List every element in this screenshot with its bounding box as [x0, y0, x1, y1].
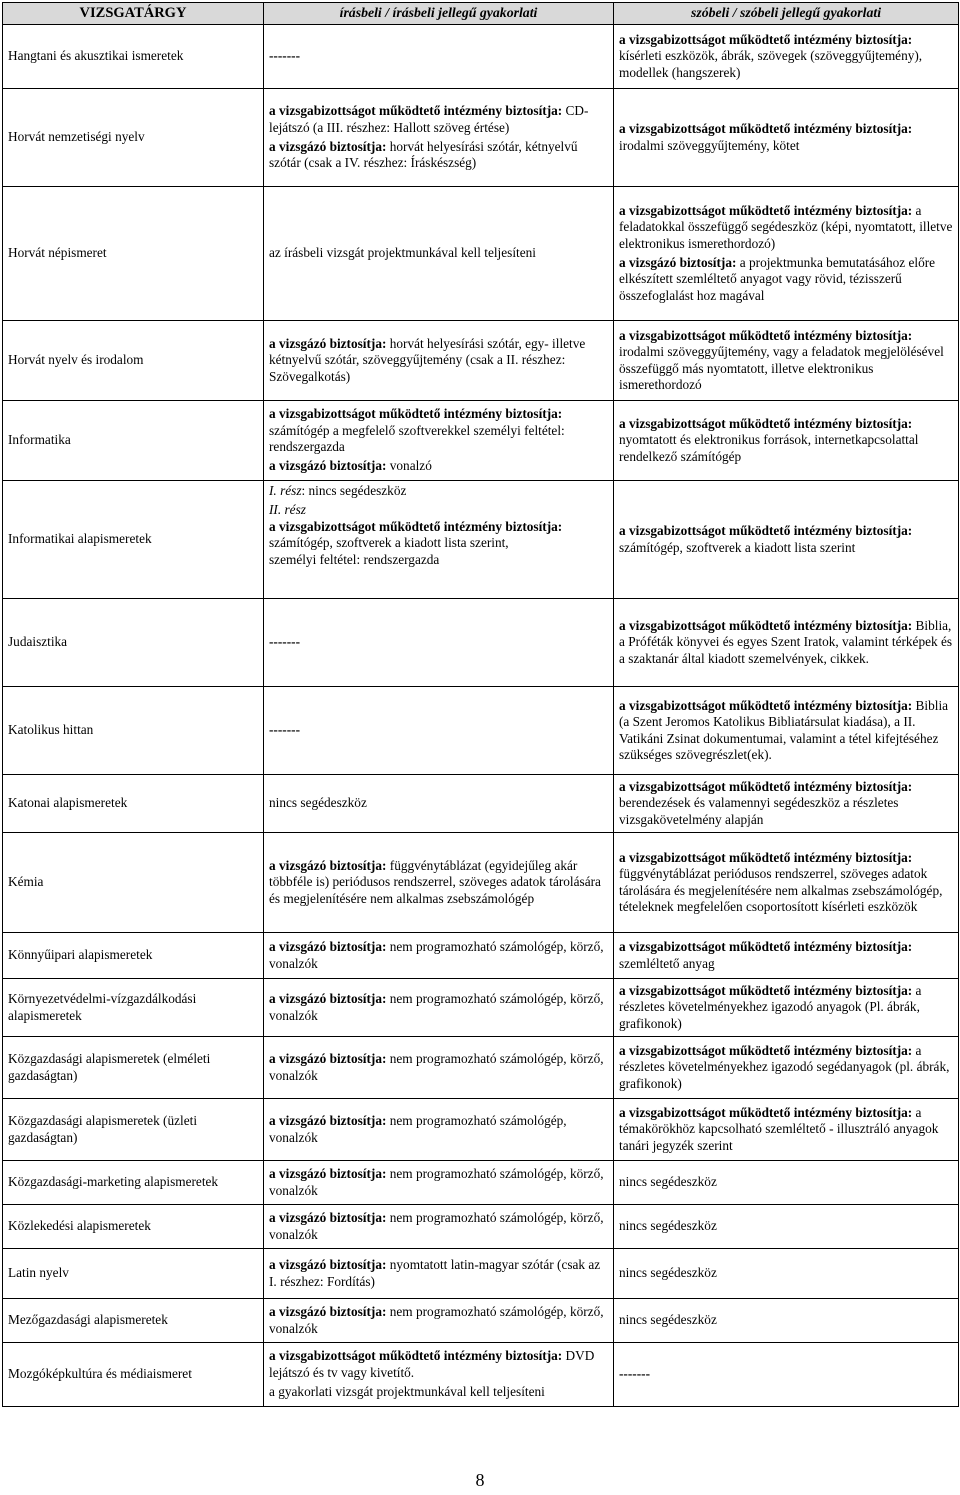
- oral-cell: [614, 833, 959, 933]
- oral-cell: [614, 25, 959, 89]
- provider-label: a vizsgabizottságot működtető intézmény biztosítja:: [619, 778, 913, 794]
- provider-label: a vizsgázó biztosítja:: [269, 857, 387, 873]
- oral-paragraph: [619, 939, 953, 972]
- provider-label: a vizsgabizottságot működtető intézmény biztosítja:: [619, 849, 913, 865]
- table-row: [3, 187, 959, 321]
- written-detail: függvénytáblázat (egyidejűleg akár többféle is) periódusos rendszerrel, szöveges adatok tárolására és megjelenítésére nem alkalmas zsebszámológép: [269, 857, 601, 906]
- subject-name: Horvát nyelv és irodalom: [8, 352, 144, 368]
- header-written: írásbeli / írásbeli jellegű gyakorlati: [264, 3, 614, 25]
- provider-label: a vizsgabizottságot működtető intézmény biztosítja:: [619, 1042, 913, 1058]
- provider-label: a vizsgabizottságot működtető intézmény biztosítja:: [269, 518, 563, 534]
- subject-cell: [3, 833, 264, 933]
- subject-cell: [3, 481, 264, 599]
- written-paragraph: [269, 991, 608, 1024]
- oral-cell: [614, 979, 959, 1037]
- provider-label: a vizsgázó biztosítja:: [269, 335, 387, 351]
- written-cell: [264, 321, 614, 401]
- oral-paragraph: [619, 328, 953, 394]
- written-cell: [264, 1205, 614, 1249]
- written-text: az írásbeli vizsgát projektmunkával kell teljesíteni: [269, 245, 536, 261]
- table-row: [3, 1299, 959, 1343]
- subject-cell: [3, 1249, 264, 1299]
- oral-cell: [614, 401, 959, 481]
- provider-label: a vizsgázó biztosítja:: [269, 939, 387, 955]
- written-paragraph: [269, 1384, 608, 1400]
- subject-name: Informatika: [8, 432, 71, 448]
- subject-cell: [3, 1205, 264, 1249]
- written-cell: [264, 1299, 614, 1343]
- table-row: [3, 979, 959, 1037]
- written-detail: : nincs segédeszköz: [301, 483, 407, 498]
- subject-name: Mozgóképkultúra és médiaismeret: [8, 1366, 192, 1382]
- oral-detail: kísérleti eszközök, ábrák, szövegek (szöveggyűjtemény), modellek (hangszerek): [619, 48, 923, 80]
- oral-detail: számítógép, szoftverek a kiadott lista szerint: [619, 539, 856, 555]
- written-cell: [264, 933, 614, 979]
- table-row: [3, 933, 959, 979]
- provider-label: a vizsgázó biztosítja:: [619, 255, 737, 270]
- provider-label: a vizsgabizottságot működtető intézmény biztosítja:: [619, 31, 913, 47]
- written-detail: nem programozható számológép, körző, vonalzók: [269, 1210, 604, 1242]
- subject-name: Horvát nemzetiségi nyelv: [8, 129, 145, 145]
- written-cell: [264, 775, 614, 833]
- provider-label: a vizsgázó biztosítja:: [269, 1166, 387, 1182]
- oral-detail: berendezések és valamennyi segédeszköz a részletes vizsgakövetelmény alapján: [619, 795, 899, 827]
- written-cell: [264, 89, 614, 187]
- header-subject: VIZSGATÁRGY: [3, 3, 264, 25]
- table-row: [3, 1343, 959, 1407]
- provider-label: a vizsgabizottságot működtető intézmény biztosítja:: [619, 982, 913, 998]
- subject-name: Informatikai alapismeretek: [8, 531, 152, 547]
- provider-label: a vizsgázó biztosítja:: [269, 139, 387, 154]
- written-cell: [264, 1343, 614, 1407]
- provider-label: a vizsgabizottságot működtető intézmény biztosítja:: [619, 939, 913, 955]
- oral-cell: [614, 1249, 959, 1299]
- written-cell: [264, 1037, 614, 1099]
- oral-paragraph: [619, 416, 953, 465]
- subject-cell: [3, 89, 264, 187]
- subject-cell: [3, 979, 264, 1037]
- written-detail: személyi feltétel: rendszergazda: [269, 551, 440, 567]
- oral-paragraph: [619, 523, 953, 556]
- provider-label: a vizsgabizottságot működtető intézmény biztosítja:: [619, 327, 913, 343]
- oral-cell: [614, 321, 959, 401]
- table-row: [3, 687, 959, 775]
- table-row: [3, 321, 959, 401]
- oral-detail: a részletes követelményekhez igazodó anyagok (Pl. ábrák, grafikonok): [619, 982, 922, 1031]
- written-detail: horvát helyesírási szótár, kétnyelvű szótár (csak a IV. részhez: Íráskészség): [269, 139, 578, 171]
- oral-paragraph: [619, 983, 953, 1032]
- written-detail: nem programozható számológép, vonalzók: [269, 1113, 567, 1145]
- part-label: II. rész: [269, 502, 306, 518]
- written-paragraph: [269, 406, 608, 455]
- subject-cell: [3, 687, 264, 775]
- written-paragraph: [269, 103, 608, 136]
- written-text: nincs segédeszköz: [269, 795, 367, 811]
- subject-name: Közgazdasági alapismeretek (elméleti gazdaságtan): [8, 1051, 211, 1083]
- written-paragraph: [269, 458, 608, 474]
- table-row: [3, 599, 959, 687]
- oral-text: nincs segédeszköz: [619, 1265, 717, 1281]
- written-detail: nem programozható számológép, körző, vonalzók: [269, 939, 604, 971]
- table-row: [3, 1249, 959, 1299]
- table-row: [3, 89, 959, 187]
- table-row: [3, 1099, 959, 1161]
- oral-text: nincs segédeszköz: [619, 1312, 717, 1328]
- oral-text: nincs segédeszköz: [619, 1174, 717, 1190]
- oral-paragraph: [619, 618, 953, 667]
- oral-paragraph: [619, 1043, 953, 1092]
- written-paragraph: [269, 139, 608, 172]
- written-paragraph: [269, 1210, 608, 1243]
- oral-cell: [614, 1343, 959, 1407]
- written-text: -------: [269, 634, 300, 650]
- subject-cell: [3, 775, 264, 833]
- oral-text: nincs segédeszköz: [619, 1218, 717, 1234]
- subject-name: Horvát népismeret: [8, 245, 107, 261]
- written-paragraph: [269, 939, 608, 972]
- oral-cell: [614, 933, 959, 979]
- oral-detail: a feladatokkal összefüggő segédeszköz (képi, nyomtatott, illetve elektronikus ismerethordozó): [619, 202, 953, 251]
- written-paragraph: [269, 1051, 608, 1084]
- written-text: -------: [269, 722, 300, 738]
- written-detail: nyomtatott latin-magyar szótár (csak az I. részhez: Fordítás): [269, 1257, 601, 1289]
- table-body: [3, 25, 959, 1407]
- oral-paragraph: [619, 850, 953, 916]
- written-detail: számítógép a megfelelő szoftverekkel személyi feltétel: rendszergazda: [269, 422, 565, 454]
- written-cell: [264, 401, 614, 481]
- oral-paragraph: [619, 779, 953, 828]
- subject-cell: [3, 1099, 264, 1161]
- oral-cell: [614, 1161, 959, 1205]
- subject-cell: [3, 25, 264, 89]
- written-cell: [264, 599, 614, 687]
- subject-cell: [3, 1299, 264, 1343]
- subject-cell: [3, 599, 264, 687]
- subject-name: Judaisztika: [8, 634, 68, 650]
- written-paragraph: [269, 1348, 608, 1381]
- written-paragraph: [269, 858, 608, 907]
- oral-text: -------: [619, 1366, 650, 1382]
- subject-cell: [3, 1161, 264, 1205]
- table-row: [3, 1205, 959, 1249]
- provider-label: a vizsgázó biztosítja:: [269, 1257, 387, 1273]
- subject-name: Közlekedési alapismeretek: [8, 1218, 151, 1234]
- oral-detail: a témakörökhöz kapcsolható szemléltető - illusztráló anyagok tanári jegyzék szerint: [619, 1104, 939, 1153]
- provider-label: a vizsgabizottságot működtető intézmény biztosítja:: [619, 415, 913, 431]
- provider-label: a vizsgabizottságot működtető intézmény biztosítja:: [619, 1104, 913, 1120]
- written-cell: [264, 833, 614, 933]
- written-detail: CD-lejátszó (a III. részhez: Hallott szöveg értése): [269, 103, 589, 135]
- written-text: -------: [269, 48, 300, 64]
- subject-cell: [3, 187, 264, 321]
- provider-label: a vizsgabizottságot működtető intézmény biztosítja:: [619, 121, 913, 137]
- written-paragraph: [269, 1113, 608, 1146]
- subject-name: Katonai alapismeretek: [8, 795, 128, 811]
- subject-name: Latin nyelv: [8, 1265, 69, 1281]
- oral-detail: a részletes követelményekhez igazodó segédanyagok (pl. ábrák, grafikonok): [619, 1042, 950, 1091]
- written-detail: számítógép, szoftverek a kiadott lista szerint,: [269, 535, 509, 551]
- oral-paragraph: [619, 203, 953, 252]
- oral-detail: függvénytáblázat periódusos rendszerrel, szöveges adatok tárolására és megjelenítésére nem alkalmas zsebszámológép, tételeknek megfelelően csoportosított kísérleti eszközök: [619, 866, 943, 914]
- written-detail: horvát helyesírási szótár, egy- illetve kétnyelvű szótár, szöveggyűjtemény (csak a II. részhez: Szövegalkotás): [269, 335, 586, 384]
- table-row: [3, 481, 959, 599]
- provider-label: a vizsgázó biztosítja:: [269, 1051, 387, 1067]
- written-cell: [264, 1249, 614, 1299]
- subject-cell: [3, 401, 264, 481]
- subject-name: Katolikus hittan: [8, 722, 94, 738]
- oral-detail: szemléltető anyag: [619, 955, 715, 971]
- provider-label: a vizsgabizottságot működtető intézmény biztosítja:: [619, 202, 913, 218]
- subject-name: Környezetvédelmi-vízgazdálkodási alapismeretek: [8, 991, 197, 1023]
- oral-cell: [614, 1205, 959, 1249]
- written-detail: nem programozható számológép, körző, vonalzók: [269, 1051, 604, 1083]
- oral-detail: irodalmi szöveggyűjtemény, vagy a feladatok megjelölésével összefüggő más nyomtatott, illetve elektronikus ismerethordozó: [619, 344, 944, 392]
- subject-name: Közgazdasági alapismeretek (üzleti gazdaságtan): [8, 1113, 198, 1145]
- subject-cell: [3, 321, 264, 401]
- written-cell: [264, 25, 614, 89]
- oral-paragraph: [619, 32, 953, 81]
- requirements-table: [2, 2, 959, 1407]
- table-row: [3, 833, 959, 933]
- provider-label: a vizsgázó biztosítja:: [269, 1113, 387, 1129]
- table-row: [3, 25, 959, 89]
- oral-paragraph: [619, 121, 953, 154]
- oral-cell: [614, 1099, 959, 1161]
- part-label: I. rész: [269, 483, 302, 498]
- oral-cell: [614, 687, 959, 775]
- written-cell: [264, 187, 614, 321]
- oral-cell: [614, 187, 959, 321]
- table-row: [3, 775, 959, 833]
- subject-name: Könnyűipari alapismeretek: [8, 947, 153, 963]
- provider-label: a vizsgázó biztosítja:: [269, 1210, 387, 1226]
- table-row: [3, 1037, 959, 1099]
- oral-paragraph: [619, 1105, 953, 1154]
- written-cell: [264, 979, 614, 1037]
- written-detail: nem programozható számológép, körző, vonalzók: [269, 991, 604, 1023]
- table-row: [3, 401, 959, 481]
- oral-detail: Biblia (a Szent Jeromos Katolikus Bibliatársulat kiadása), a II. Vatikáni Zsinat dokumentumai, valamint a tétel kifejtéséhez szükséges szövegrészlet(ek).: [619, 697, 949, 762]
- written-cell: [264, 1099, 614, 1161]
- oral-cell: [614, 1299, 959, 1343]
- written-detail: vonalzó: [386, 458, 432, 474]
- written-detail: a gyakorlati vizsgát projektmunkával kell teljesíteni: [269, 1384, 545, 1400]
- oral-cell: [614, 599, 959, 687]
- written-paragraph: [269, 1257, 608, 1290]
- provider-label: a vizsgabizottságot működtető intézmény biztosítja:: [619, 523, 913, 539]
- page-number: 8: [475, 1470, 485, 1490]
- oral-cell: [614, 481, 959, 599]
- written-paragraph: [269, 1166, 608, 1199]
- subject-cell: [3, 1037, 264, 1099]
- subject-name: Közgazdasági-marketing alapismeretek: [8, 1174, 219, 1190]
- written-cell: [264, 1161, 614, 1205]
- provider-label: a vizsgabizottságot működtető intézmény biztosítja:: [619, 697, 913, 713]
- subject-name: Mezőgazdasági alapismeretek: [8, 1312, 168, 1328]
- written-detail: DVD lejátszó és tv vagy kivetítő.: [269, 1348, 595, 1380]
- provider-label: a vizsgázó biztosítja:: [269, 1304, 387, 1320]
- written-cell: [264, 481, 614, 599]
- header-oral: szóbeli / szóbeli jellegű gyakorlati: [614, 3, 959, 25]
- oral-detail: nyomtatott és elektronikus források, internetkapcsolattal rendelkező számítógép: [619, 432, 919, 464]
- subject-name: Hangtani és akusztikai ismeretek: [8, 48, 184, 64]
- provider-label: a vizsgázó biztosítja:: [269, 991, 387, 1007]
- oral-detail: Biblia, a Próféták könyvei és egyes Szent Iratok, valamint térképek és a szaktanár által kiadott szemelvények, cikkek.: [619, 617, 953, 666]
- oral-cell: [614, 89, 959, 187]
- written-paragraph: [269, 1304, 608, 1337]
- subject-name: Kémia: [8, 874, 44, 890]
- written-paragraph: [269, 336, 608, 385]
- subject-cell: [3, 933, 264, 979]
- provider-label: a vizsgázó biztosítja:: [269, 458, 387, 474]
- provider-label: a vizsgabizottságot működtető intézmény biztosítja:: [269, 1348, 563, 1364]
- provider-label: a vizsgabizottságot működtető intézmény biztosítja:: [619, 617, 913, 633]
- written-detail: nem programozható számológép, körző, vonalzók: [269, 1166, 604, 1198]
- written-cell: [264, 687, 614, 775]
- table-header-row: [3, 3, 959, 25]
- provider-label: a vizsgabizottságot működtető intézmény biztosítja:: [269, 406, 563, 422]
- written-detail: nem programozható számológép, körző, vonalzók: [269, 1304, 604, 1336]
- provider-label: a vizsgabizottságot működtető intézmény biztosítja:: [269, 103, 563, 119]
- oral-cell: [614, 775, 959, 833]
- oral-detail: a projektmunka bemutatásához előre elkészített szemléltető anyagot vagy rövid, tézisszerű összefoglalást hoz magával: [619, 255, 936, 303]
- oral-paragraph: [619, 255, 953, 304]
- oral-cell: [614, 1037, 959, 1099]
- oral-detail: irodalmi szöveggyűjtemény, kötet: [619, 137, 800, 153]
- table-row: [3, 1161, 959, 1205]
- oral-paragraph: [619, 698, 953, 764]
- subject-cell: [3, 1343, 264, 1407]
